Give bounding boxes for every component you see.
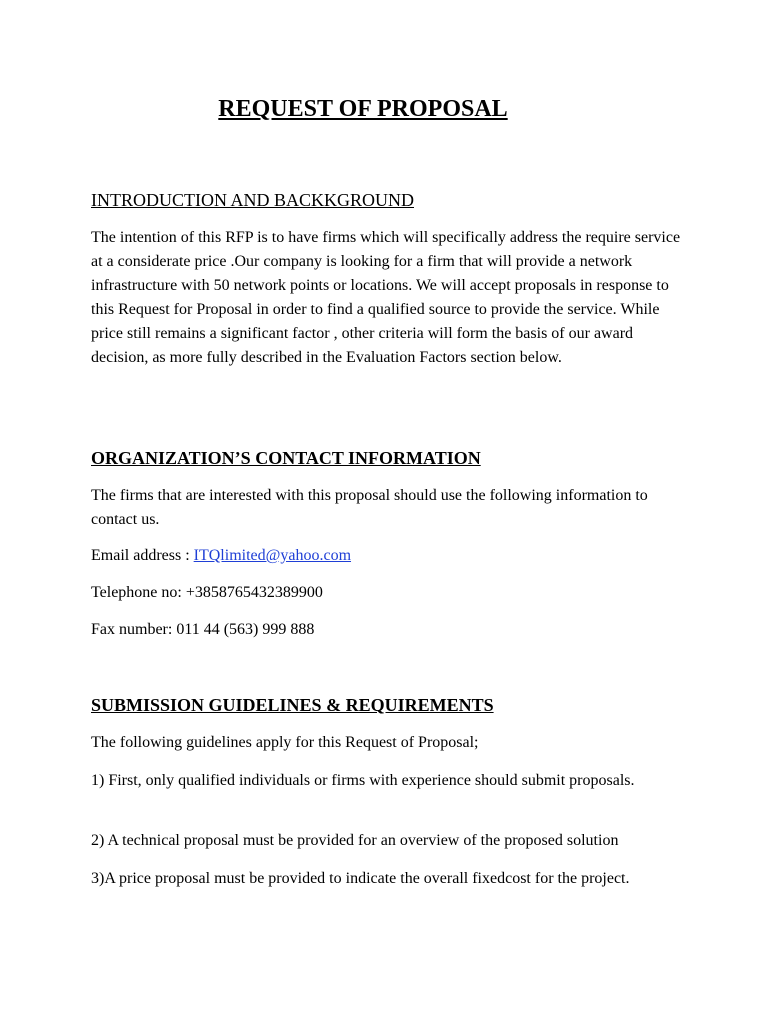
submission-item-1: 1) First, only qualified individuals or firms with experience should submit proposals. <box>91 772 635 789</box>
submission-item-3: 3)A price proposal must be provided to indicate the overall fixedcost for the project. <box>91 870 630 887</box>
email-link[interactable]: ITQlimited@yahoo.com <box>193 547 352 564</box>
email-line <box>91 544 351 568</box>
telephone-line: Telephone no: +3858765432389900 <box>91 584 323 601</box>
fax-line: Fax number: 011 44 (563) 999 888 <box>91 621 315 638</box>
document-title: REQUEST OF PROPOSAL <box>218 96 508 122</box>
submission-heading: SUBMISSION GUIDELINES & REQUIREMENTS <box>91 695 494 715</box>
submission-intro: The following guidelines apply for this Request of Proposal; <box>91 734 479 751</box>
email-label: Email address : <box>91 547 194 564</box>
contact-intro-paragraph: The firms that are interested with this proposal should use the following information to contact us. <box>91 487 648 528</box>
contact-heading: ORGANIZATION’S CONTACT INFORMATION <box>91 448 481 468</box>
introduction-heading: INTRODUCTION AND BACKKGROUND <box>91 190 414 210</box>
submission-item-2: 2) A technical proposal must be provided for an overview of the proposed solution <box>91 832 619 849</box>
introduction-paragraph: The intention of this RFP is to have firms which will specifically address the require service at a considerate price .Our company is looking for a firm that will provide a network infrastructure with 50 network points or locations. We will accept proposals in response to this Request for Proposal in order to find a qualified source to provide the service. While price still remains a significant factor , other criteria will form the basis of our award decision, as more fully described in the Evaluation Factors section below. <box>91 229 681 366</box>
